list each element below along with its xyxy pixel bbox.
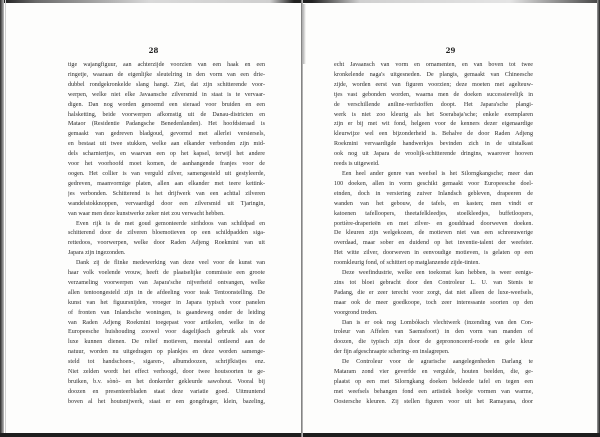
- text-line: doozen en presenteerbladen staat deze variatie goed. Uitmuntend: [68, 388, 265, 395]
- text-line: Padang, die er zeer terecht voor zorgt, dat niet alleen de luxe-weefsels,: [334, 289, 533, 296]
- text-line: voor het voorhoofd moet komen, de aanhangende franjes voor de: [68, 161, 265, 168]
- text-line: overdaad, maar sober en duidend op het inventie-talent der weefster.: [334, 240, 533, 247]
- text-line: Niet zelden wordt het effect verhoogd, door twee houtsoorten te ge-: [68, 369, 265, 376]
- page-number: 29: [445, 46, 456, 55]
- text-line: reeds is uitgeweid.: [334, 161, 380, 168]
- text-line: Dank zij de flinke medewerking van deze veel voor de kunst van: [76, 260, 265, 267]
- body-text: [334, 61, 533, 408]
- text-line: maar ook de meer goedkoope, toch zeer interessante soorten op den: [334, 299, 533, 306]
- text-line: tjes vast gebonden worden, waarna men de doeken successievelijk in: [334, 91, 533, 98]
- text-line: kunst van het figuursnijden, vroeger in Japara typisch voor panelen: [68, 299, 265, 306]
- text-line: einden, doch in versiering zuiver Inlandsch gebleven, drapeeren de: [334, 190, 533, 197]
- text-line: echt Javaansch van vorm en ornamenten, en van boven tot twee: [334, 62, 533, 68]
- text-line: Roekmini vervaardigde handwerkjes bevinden zich in de uitstalkast: [334, 141, 533, 148]
- text-line: Even rijk is de met goud gemonteerde sirihdoos van schildpad en: [76, 220, 265, 227]
- text-line: kleurwijze wel een bijzonderheid is. Behalve de door Raden Adjeng: [334, 131, 533, 138]
- text-line: gemaakt van gedreven bladgoud, gevormd met allerlei versiersels,: [68, 131, 265, 138]
- text-line: haar volk voelende vrouw, heeft de plaatselijke commissie een groote: [68, 270, 265, 277]
- text-line: ringetje, waaraan de eigenlijke sleutelring in den vorm van een drie-: [68, 71, 265, 78]
- text-line: katoenen tafelloopers, theetafelkleedjes, stoelkleedjes, buffetloopers,: [334, 210, 533, 217]
- text-line: werpen, welke niet elke Javaansche zilversmid in staat is te vervaar-: [68, 91, 265, 98]
- text-line: doozen, die typisch zijn door de geprononceerd-roode en gele kleur: [334, 339, 533, 346]
- text-line: jes verbonden. Schitterend is het drijfwerk van een achttal zilveren: [68, 190, 265, 197]
- text-line: dels scharniertjes, en waarvan een op het kapsel, terwijl het andere: [68, 151, 265, 158]
- text-line: Een heel ander genre van weefsel is het Silorngkangsche; meer dan: [342, 170, 533, 177]
- text-line: Oostersche kleuren. Zij stellen figuren voor uit het Ramayana, door: [334, 398, 533, 405]
- text-line: Mataor (Residentie Padangsche Benedenlanden). Het hoofdsieraad is: [68, 121, 265, 128]
- text-line: verzameling voorwerpen van Japara'sche nijverheid ontvangen, welke: [68, 279, 265, 286]
- text-line: en bestaat uit twee stukken, welke aan elkander verbonden zijn mid-: [68, 141, 265, 148]
- text-line: wanden van het gebouw, de tafels, en kasten; men vindt er: [334, 200, 533, 207]
- text-line: tige wajangfiguur, aan achterzijde voorzien van een haak en een: [68, 62, 265, 68]
- text-line: schitterend door de zilveren bloemotieven op een schildpadden siga-: [68, 230, 265, 237]
- text-line: Mataram zond vier geverfde en vergulde, houten beelden, die, ge-: [334, 369, 533, 376]
- text-line: zijn er bij met wit fond, helgeen voor de kenners dezer eigenaardige: [334, 121, 533, 128]
- text-line: ook nog uit Japara de vroolijk-schitterende dringins, waarover hooven: [334, 151, 533, 158]
- text-line: boven al het houtsnijwerk, staat er een gongdrager, klein, bazeling,: [68, 398, 265, 405]
- text-line: Europeesche huishouding zoowel voor dagelijksch gebruik als voor: [68, 329, 265, 336]
- text-line: luxe kunnen dienen. De relief motieven, meestal ontleend aan de: [68, 339, 265, 346]
- book-gutter: [301, 0, 303, 437]
- text-line: van Raden Adjeng Roekmini toegepast voor artikelen, welke in de: [68, 319, 265, 326]
- text-line: dubbel rondgekronkelde slang hangt. Ziet, dat zijn schitterende voor-: [68, 81, 265, 88]
- text-line: troleur van Affelen van Saemsfoort) in den vorm van manden of: [334, 329, 533, 336]
- text-line: kronkelende naga's uitgesneden. De plangis, gemaakt van Chineesche: [334, 71, 533, 78]
- page-number: 28: [148, 46, 159, 55]
- text-line: De kleuren zijn welgekozen, de motieven niet van een schreeuwerige: [334, 230, 533, 237]
- text-line: of fronten van Inlandsche woningen, is gaandeweg onder de leiding: [68, 309, 265, 316]
- body-text: [68, 61, 265, 408]
- text-line: met weefsels behangen fond een artistiek hoekje vormen van warme,: [334, 388, 533, 395]
- text-line: steld tot handschoen-, sigaren-, albumdoozen, schrijfkistjes enz.: [68, 359, 265, 366]
- text-line: portière-draperieën en met zilver- en gouddraad doorweven doeken.: [334, 220, 533, 227]
- text-line: gedreven, maanvormige platen, allen aan elkander met teere kettink-: [68, 180, 265, 187]
- right-page: [304, 0, 597, 437]
- text-line: van waar men deze kunstwerke zeker niet zou verwacht hebben.: [68, 210, 225, 217]
- text-line: halsketting, beide voorwerpen afkomstig uit de Danau-districten en: [68, 111, 265, 118]
- text-line: voorgrond treden.: [334, 309, 378, 316]
- text-line: Het witte zilver, doorweven in eenvoudige motieven, is gelaten op een: [334, 250, 533, 257]
- text-line: 100 doeken, allen in vorm geschikt gemaakt voor Europeesche doel-: [334, 180, 533, 187]
- text-line: natuur, worden nu uitgedragen op plankjes en deze worden samenge-: [68, 349, 265, 356]
- text-line: oogen. Het collier is van verguld zilver, samengesteld uit gestyleerde,: [68, 170, 265, 177]
- text-line: Japara zijn ingezonden.: [68, 250, 126, 257]
- text-line: Dan is er ook nog Lombóksch vlechtwerk (inzending van den Con-: [342, 319, 533, 326]
- text-line: roomkleurig fond, of schittert op matglanzende zijde-tinten.: [334, 260, 480, 267]
- text-line: zijde, worden eerst van figuren voorzien; deze moeten met agelteuw-: [334, 81, 533, 88]
- text-line: Deze weefindustrie, welke een toekomst kan hebben, is weer eenigs-: [342, 270, 533, 277]
- text-line: allen tentoongesteld zijn in de afdeeling voor teak Tentoonstelling. De: [68, 289, 265, 296]
- text-line: de verschillende aniline-verfstoffen doopt. Het Japara'sche plangi-: [334, 101, 533, 108]
- text-line: werk is niet zoo kleurig als het Soerabaja'sche; enkele exemplaren: [334, 111, 533, 118]
- text-line: digen. Dan nog worden genoemd een sieraad voor bruiden en een: [68, 101, 265, 108]
- text-line: wandelstokknoppen, vervaardigd door een zilversmid uit Tjaringin,: [68, 200, 265, 207]
- text-line: plaatst op een met Silorngkang doeken bekleede tafel en tegen een: [334, 379, 533, 385]
- scan-edge-left: [0, 0, 4, 437]
- text-line: der fijn afgeschraapte schering- en inslagrepen.: [334, 349, 450, 356]
- text-line: zins tot bloei gebracht door den Controleur L. U. van Stenis te: [334, 279, 533, 286]
- text-line: bruiken, b.v. sònò- en het donkerder gekleurde sawohout. Vooral bij: [68, 379, 265, 385]
- left-page: [6, 0, 301, 437]
- text-line: rettedoos, voorwerpen, welke door Raden Adjeng Roekmini van uit: [68, 240, 265, 247]
- text-line: De Controleur voor de agrarische aangelegenheden Darlang te: [342, 359, 533, 366]
